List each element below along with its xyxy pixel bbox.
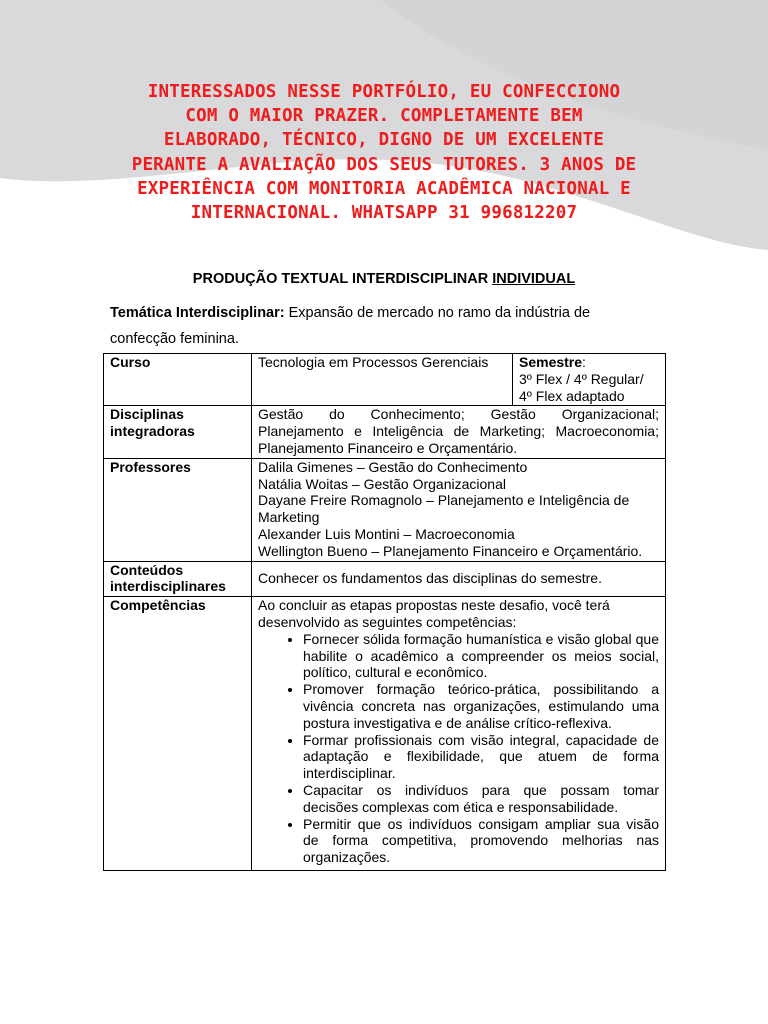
table-row-curso	[104, 354, 666, 406]
disciplinas-value: Gestão do Conhecimento; Gestão Organizacional; Planejamento e Inteligência de Marketing; Macroeconomia; Planejamento Financeiro e Orçamentário.	[252, 406, 666, 458]
title-main: PRODUÇÃO TEXTUAL INTERDISCIPLINAR	[192, 271, 489, 287]
table-row-conteudos	[104, 561, 666, 597]
competencia-item: • Formar profissionais com visão integral, capacidade de adaptação e flexibilidade, que atuem de forma interdisciplinar.	[303, 732, 659, 782]
promo-line: ELABORADO, TÉCNICO, DIGNO DE UM EXCELENTE	[163, 130, 605, 151]
competencia-item: • Permitir que os indivíduos consigam ampliar sua visão de forma competitiva, promovendo melhorias nas organizações.	[303, 816, 659, 866]
tematica-label: Temática Interdisciplinar:	[110, 305, 285, 321]
competencias-list	[258, 631, 659, 866]
professores-list	[252, 458, 666, 561]
professor-item: Natália Woitas – Gestão Organizacional	[258, 475, 506, 492]
promo-line: EXPERIÊNCIA COM MONITORIA ACADÊMICA NACIONAL E	[137, 178, 631, 199]
course-info-table	[103, 353, 666, 871]
tematica-paragraph	[110, 300, 650, 352]
professor-item: Dayane Freire Romagnolo – Planejamento e Inteligência de Marketing	[258, 492, 630, 526]
competencias-intro: Ao concluir as etapas propostas neste desafio, você terá desenvolvido as seguintes competências:	[258, 597, 610, 630]
promo-line: INTERNACIONAL. WHATSAPP 31 996812207	[190, 203, 578, 224]
curso-value: Tecnologia em Processos Gerenciais	[252, 354, 513, 406]
disciplinas-label: Disciplinas integradoras	[104, 406, 252, 458]
competencia-item: • Fornecer sólida formação humanística e visão global que habilite o acadêmico a compreender os meios social, político, cultural e econômico.	[303, 631, 659, 681]
document-title	[0, 271, 768, 287]
professor-item: Alexander Luis Montini – Macroeconomia	[258, 525, 515, 542]
promo-line: PERANTE A AVALIAÇÃO DOS SEUS TUTORES. 3 ANOS DE	[131, 154, 637, 175]
promo-banner	[70, 80, 698, 225]
competencias-cell	[252, 597, 666, 871]
conteudos-value: Conhecer os fundamentos das disciplinas do semestre.	[252, 561, 666, 597]
competencias-label: Competências	[104, 597, 252, 871]
professor-item: Dalila Gimenes – Gestão do Conhecimento	[258, 458, 528, 475]
curso-label: Curso	[104, 354, 252, 406]
promo-line: COM O MAIOR PRAZER. COMPLETAMENTE BEM	[185, 106, 583, 127]
professores-label: Professores	[104, 458, 252, 561]
professor-item: Wellington Bueno – Planejamento Financeiro e Orçamentário.	[258, 542, 643, 559]
title-underlined: INDIVIDUAL	[492, 271, 576, 287]
table-row-disciplinas	[104, 406, 666, 458]
table-row-competencias	[104, 597, 666, 871]
conteudos-label: Conteúdos interdisciplinares	[104, 561, 252, 597]
semestre-label: Semestre	[519, 354, 583, 370]
tematica-text: Expansão de mercado no ramo da indústria de confecção feminina.	[110, 305, 591, 347]
table-row-professores	[104, 458, 666, 561]
semestre-line: 4º Flex adaptado	[519, 387, 625, 404]
competencia-item: • Promover formação teórico-prática, possibilitando a vivência concreta nas organizações, estimulando uma postura investigativa e de análise crítico-reflexiva.	[303, 681, 659, 731]
semestre-cell: Semestre: 3º Flex / 4º Regular/ 4º Flex adaptado	[513, 354, 666, 406]
semestre-line: 3º Flex / 4º Regular/	[519, 370, 644, 387]
promo-line: INTERESSADOS NESSE PORTFÓLIO, EU CONFECCIONO	[147, 82, 621, 102]
competencia-item: • Capacitar os indivíduos para que possam tomar decisões complexas com ética e responsabilidade.	[303, 782, 659, 816]
